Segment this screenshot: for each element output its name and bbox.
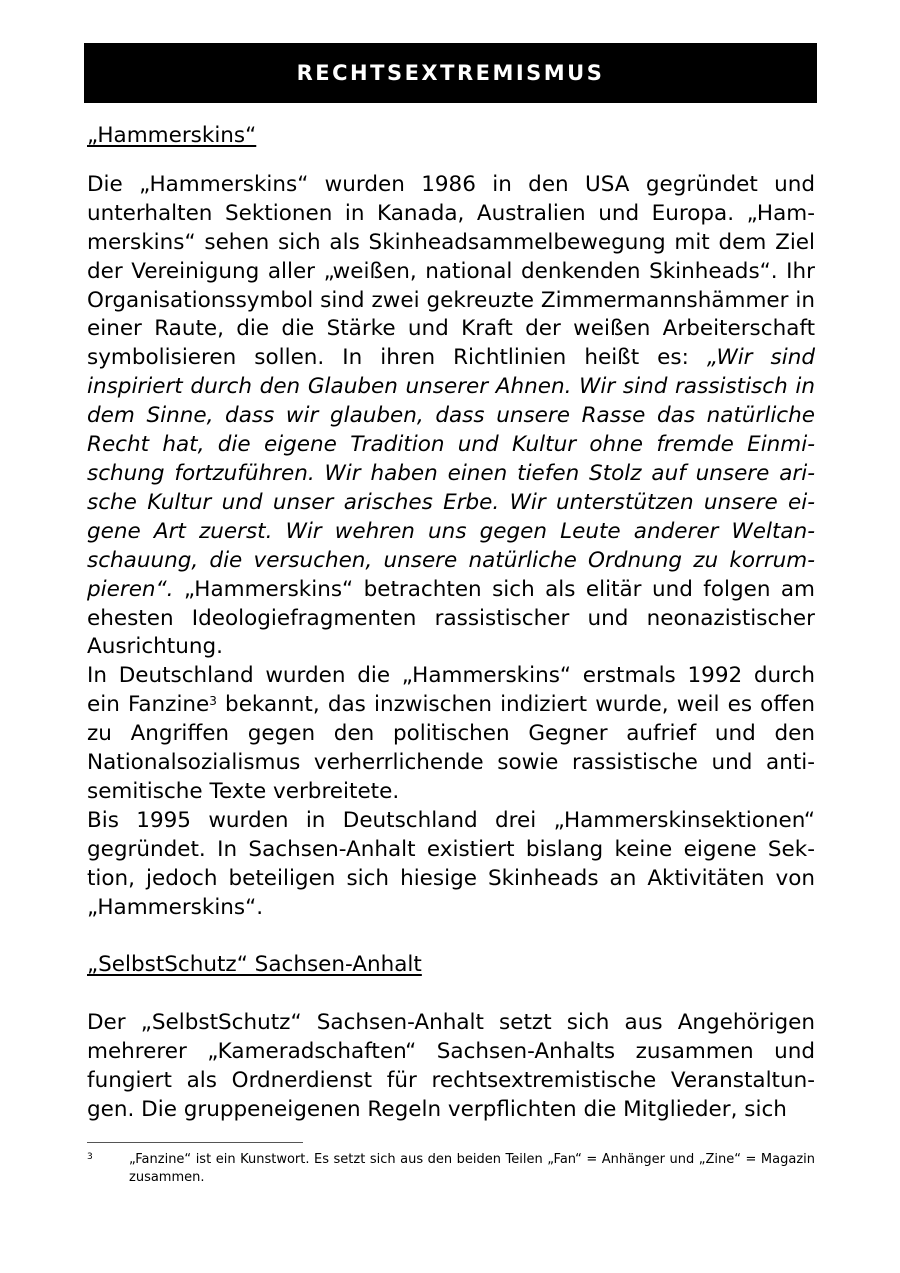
- spacer: [87, 980, 815, 1009]
- paragraph-text: In Deutschland wurden die „Hammerskins“ erstmals 1992 durch ein Fanzine: [87, 663, 815, 718]
- footnote-text: „Fanzine“ ist ein Kunstwort. Es setzt sich aus den beiden Teilen „Fan“ = Anhänger und „Zine“ = Magazin zusammen.: [129, 1152, 815, 1185]
- paragraph-text: „Hammerskins“ betrachten sich als elitär und folgen am ehesten Ideologiefragmenten rassistischer und neonazistischer Ausrichtung.: [87, 576, 815, 660]
- paragraph-text: bekannt, das inzwischen indiziert wurde, weil es offen zu Angriffen gegen den politischen Gegner aufrief und den Nationalsozialismus verherrlichende sowie rassistische und antisemitische Texte verbreitete.: [87, 692, 815, 804]
- paragraph-hammerskins-sections: Bis 1995 wurden in Deutschland drei „Hammerskinsektionen“ gegründet. In Sachsen-Anhalt existiert bislang keine eigene Sektion, jedoch beteiligen sich hiesige Skinheads an Aktivitäten von „Hammerskins“.: [87, 807, 815, 920]
- footnote: [87, 1151, 815, 1186]
- page-header-title: RECHTSEXTREMISMUS: [296, 61, 605, 85]
- footnote-marker: 3: [87, 1152, 93, 1162]
- section-heading-selbstschutz: „SelbstSchutz“ Sachsen-Anhalt: [87, 952, 422, 978]
- section-heading-hammerskins: „Hammerskins“: [87, 123, 257, 148]
- footnote-reference: 3: [209, 694, 217, 709]
- paragraph-text: Die „Hammerskins“ wurden 1986 in den USA gegründet und unterhalten Sektionen in Kanada, Australien und Europa. „Hammerskins“ sehen sich als Skinheadsammelbewegung mit dem Ziel der Vereinigung aller „weißen, national denkenden Skinheads“. Ihr Organisationssymbol sind zwei gekreuzte Zimmermannshämmer in einer Raute, die die Stärke und Kraft der weißen Arbeiterschaft symbolisieren sollen. In ihren Richtlinien heißt es:: [87, 171, 815, 371]
- paragraph-hammerskins-germany: [87, 662, 815, 807]
- paragraph-selbstschutz: Der „SelbstSchutz“ Sachsen-Anhalt setzt sich aus Angehörigen mehrerer „Kameradschaften“ Sachsen-Anhalts zusammen und fungiert als Ordnerdienst für rechtsextremistische Veranstaltungen. Die gruppeneigenen Regeln verpflichten die Mitglieder, sich: [87, 1010, 815, 1123]
- spacer: [87, 151, 815, 171]
- footnote-divider: [87, 1142, 303, 1143]
- quoted-guidelines: „Wir sind inspiriert durch den Glauben unserer Ahnen. Wir sind rassistisch in dem Sinne, dass wir glauben, dass unsere Rasse das natürliche Recht hat, die eigene Tradition und Kultur ohne fremde Einmischung fortzuführen. Wir haben einen tiefen Stolz auf unsere arische Kultur und unser arisches Erbe. Wir unterstützen unsere eigene Art zuerst. Wir wehren uns gegen Leute anderer Weltanschauung, die versuchen, unsere natürliche Ordnung zu korrumpieren“.: [87, 345, 815, 602]
- document-body: [87, 122, 815, 1125]
- spacer: [87, 922, 815, 951]
- paragraph-hammerskins-intro: [87, 171, 815, 662]
- page-header-bar: [84, 43, 817, 103]
